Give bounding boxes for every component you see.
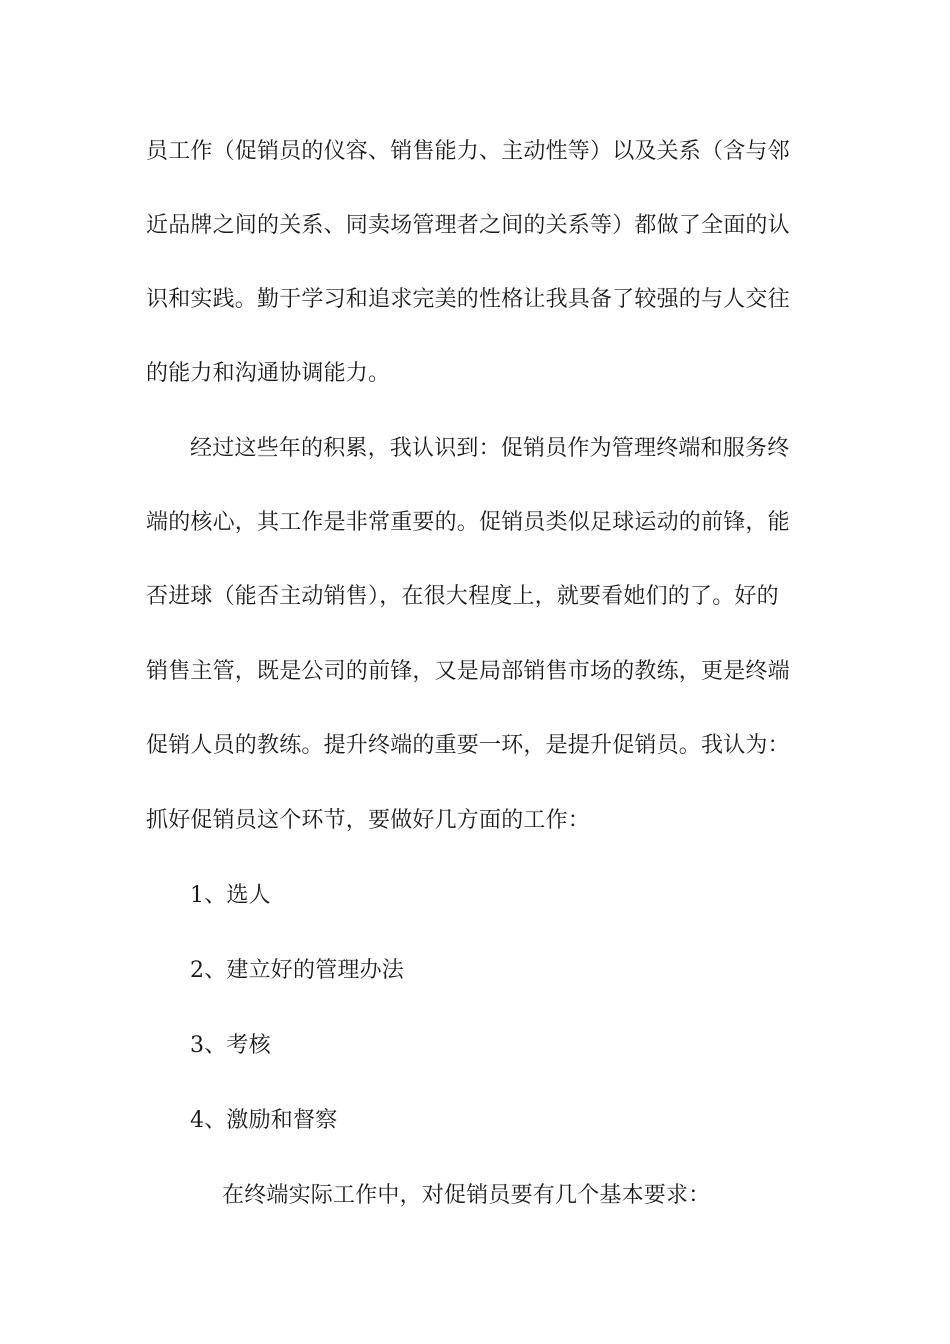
paragraph-line: 经过这些年的积累，我认识到：促销员作为管理终端和服务终 (190, 436, 790, 461)
list-item: 2、建立好的管理办法 (190, 958, 404, 983)
list-item: 3、考核 (190, 1033, 271, 1058)
paragraph-line: 否进球（能否主动销售），在很大程度上，就要看她们的了。好的 (146, 584, 779, 609)
paragraph-line: 促销人员的教练。提升终端的重要一环，是提升促销员。我认为： (146, 733, 790, 758)
paragraph-line: 识和实践。勤于学习和追求完美的性格让我具备了较强的与人交往 (146, 287, 790, 312)
paragraph-line: 员工作（促销员的仪容、销售能力、主动性等）以及关系（含与邻 (146, 139, 790, 164)
list-item: 1、选人 (190, 883, 271, 908)
paragraph-line: 端的核心，其工作是非常重要的。促销员类似足球运动的前锋，能 (146, 510, 790, 535)
paragraph-line: 销售主管，既是公司的前锋，又是局部销售市场的教练，更是终端 (146, 659, 790, 684)
paragraph-line: 的能力和沟通协调能力。 (146, 361, 391, 386)
paragraph-line: 抓好促销员这个环节，要做好几方面的工作： (146, 808, 591, 833)
closing-line: 在终端实际工作中，对促销员要有几个基本要求： (222, 1183, 711, 1208)
paragraph-line: 近品牌之间的关系、同卖场管理者之间的关系等）都做了全面的认 (146, 213, 790, 238)
list-item: 4、激励和督察 (190, 1108, 338, 1133)
